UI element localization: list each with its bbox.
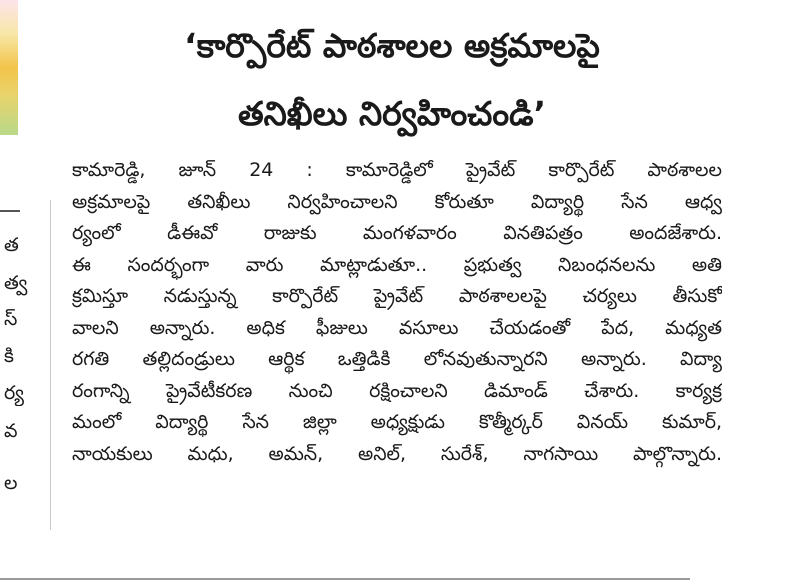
body-line: క్రమిస్తూ నడుస్తున్న కార్పొరేట్ ప్రైవేట్ పాఠశాలలపై చర్యలు తీసుకో	[72, 285, 722, 307]
body-line: అక్రమాలపై తనిఖీలు నిర్వహించాలని కోరుతూ విద్యార్థి సేన ఆధ్వ	[72, 190, 722, 213]
adjacent-text-fragment: వ	[4, 420, 18, 442]
body-line: రగతి తల్లిదండ్రులు ఆర్థిక ఒత్తిడికి లోనవుతున్నారని అన్నారు. విద్యా	[72, 348, 722, 370]
adjacent-text-fragment: స్	[4, 308, 18, 330]
body-line: ర్యంలో డీఈవో రాజుకు మంగళవారం వినతిపత్రం అందజేశారు.	[72, 222, 722, 244]
headline-line-2: తనిఖీలు నిర్వహించండి’	[237, 94, 547, 133]
adjacent-text-fragment: త	[4, 234, 19, 256]
bottom-rule	[0, 578, 690, 580]
body-line: మంలో విద్యార్థి సేన జిల్లా అధ్యక్షుడు కొత్మీర్కర్ వినయ్ కుమార్,	[72, 411, 722, 433]
adjacent-photo-fragment	[0, 0, 18, 135]
body-line: వాలని అన్నారు. అధిక ఫీజులు వసూలు చేయడంతో పేద, మధ్యత	[72, 316, 722, 339]
adjacent-text-fragment: కి	[4, 345, 14, 367]
adjacent-text-fragment: ర్య	[4, 382, 24, 404]
column-divider	[50, 200, 51, 530]
article-body	[72, 155, 722, 470]
body-line: కామారెడ్డి, జూన్ 24 : కామారెడ్డిలో ప్రైవేట్ కార్పొరేట్ పాఠశాలల	[72, 159, 722, 181]
headline-line-1: ‘కార్పొరేట్ పాఠశాలల అక్రమాలపై	[184, 26, 600, 65]
adjacent-column	[0, 0, 50, 585]
news-article	[62, 0, 722, 585]
adjacent-text-fragment: ల	[4, 472, 18, 494]
body-line: రంగాన్ని ప్రైవేటీకరణ నుంచి రక్షించాలని డిమాండ్ చేశారు. కార్యక్ర	[72, 379, 722, 402]
body-line: నాయకులు మధు, అమన్, అనిల్, సురేశ్, నాగసాయి పాల్గొన్నారు.	[72, 442, 722, 465]
body-line: ఈ సందర్భంగా వారు మాట్లాడుతూ.. ప్రభుత్వ నిబంధనలను అతి	[72, 253, 722, 276]
adjacent-column-rule	[0, 210, 20, 212]
adjacent-text-fragment: త్వ	[4, 272, 28, 294]
